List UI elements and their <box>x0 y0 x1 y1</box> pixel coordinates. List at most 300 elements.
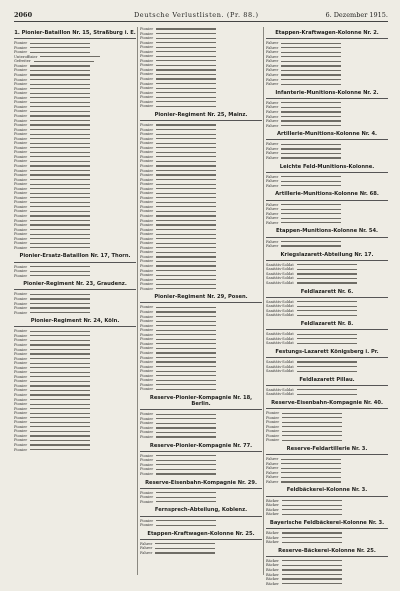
casualty-entry: Fahrer <box>266 82 388 87</box>
column-divider <box>263 27 264 575</box>
section-rule <box>266 98 388 99</box>
casualty-entry: Pionier <box>14 334 136 339</box>
casualty-entry: Fahrer <box>266 184 388 189</box>
text-column-3 <box>266 27 388 586</box>
casualty-entry: Pionier <box>14 274 136 279</box>
casualty-entry: Pionier <box>266 416 388 421</box>
section-rule <box>266 454 388 455</box>
unit-heading: Reserve-Pionier-Kompagnie Nr. 18, Berlin. <box>149 394 253 408</box>
casualty-entry: Pionier <box>140 458 262 463</box>
casualty-entry: Fahrer <box>266 151 388 156</box>
casualty-entry: Pionier <box>140 435 262 440</box>
casualty-entry: Fahrer <box>266 59 388 64</box>
casualty-entry: Pionier <box>14 137 136 142</box>
casualty-entry: Pionier <box>14 407 136 412</box>
casualty-entry: Pionier <box>140 454 262 459</box>
unit-heading: Pionier-Regiment Nr. 29, Posen. <box>154 294 248 301</box>
casualty-entry: Sanitäts-Soldat <box>266 276 388 281</box>
unit-heading: Fernsprech-Abteilung, Koblenz. <box>154 507 248 514</box>
casualty-entry: Sanitäts-Soldat <box>266 309 388 314</box>
section-rule <box>140 409 262 410</box>
section-rule <box>266 297 388 298</box>
casualty-entry: Pionier <box>14 438 136 443</box>
unit-section <box>140 27 262 109</box>
casualty-entry: Pionier <box>140 68 262 73</box>
casualty-entry: Sanitäts-Soldat <box>266 337 388 342</box>
section-rule <box>140 451 262 452</box>
unit-heading: Artillerie-Munitions-Kolonne Nr. 4. <box>276 131 378 138</box>
casualty-entry: Pionier <box>140 173 262 178</box>
casualty-entry: Pionier <box>140 128 262 133</box>
casualty-entry: Pionier <box>14 237 136 242</box>
casualty-entry: Sanitäts-Soldat <box>266 360 388 365</box>
casualty-entry: Pionier <box>14 132 136 137</box>
unit-section <box>140 531 262 556</box>
section-rule <box>266 260 388 261</box>
casualty-entry: Pionier <box>140 237 262 242</box>
casualty-entry: Pionier <box>14 219 136 224</box>
casualty-entry: Pionier <box>140 412 262 417</box>
casualty-entry: Pionier <box>14 223 136 228</box>
casualty-entry: Pionier <box>140 155 262 160</box>
section-rule <box>266 237 388 238</box>
casualty-entry: Pionier <box>14 41 136 46</box>
casualty-entry: Fahrer <box>266 147 388 152</box>
casualty-entry: Fahrer <box>266 68 388 73</box>
casualty-entry: Pionier <box>14 114 136 119</box>
unit-heading: Bayerische Feldbäckerei-Kolonne Nr. 3. <box>269 519 385 526</box>
casualty-entry: Pionier <box>140 214 262 219</box>
casualty-entry: Pionier <box>14 232 136 237</box>
section-rule <box>266 200 388 201</box>
casualty-entry: Pionier <box>14 384 136 389</box>
section-rule <box>140 488 262 489</box>
casualty-entry: Pionier <box>14 82 136 87</box>
casualty-entry: Pionier <box>140 223 262 228</box>
unit-heading: Etappen-Munitions-Kolonne Nr. 54. <box>275 228 379 235</box>
casualty-entry: Pionier <box>14 306 136 311</box>
section-rule <box>266 329 388 330</box>
unit-section <box>266 131 388 160</box>
casualty-entry: Pionier <box>14 379 136 384</box>
casualty-entry: Fahrer <box>266 179 388 184</box>
casualty-entry: Pionier <box>140 45 262 50</box>
casualty-entry: Pionier <box>140 328 262 333</box>
casualty-entry: Pionier <box>140 365 262 370</box>
casualty-entry: Pionier <box>140 273 262 278</box>
casualty-entry: Pionier <box>140 369 262 374</box>
casualty-entry: Fahrer <box>266 156 388 161</box>
casualty-entry: Pionier <box>140 269 262 274</box>
casualty-entry: Pionier <box>140 241 262 246</box>
unit-section <box>140 112 262 291</box>
casualty-entry: Bäcker <box>266 512 388 517</box>
unit-heading: Feldlazarett Nr. 8. <box>300 320 354 327</box>
casualty-entry: Pionier <box>140 246 262 251</box>
casualty-entry: Fahrer <box>266 471 388 476</box>
casualty-entry: Pionier <box>14 228 136 233</box>
unit-section <box>266 289 388 318</box>
casualty-entry: Sanitäts-Soldat <box>266 365 388 370</box>
casualty-entry: Pionier <box>140 346 262 351</box>
casualty-entry: Sanitäts-Soldat <box>266 369 388 374</box>
casualty-entry: Pionier <box>14 173 136 178</box>
casualty-entry: Pionier <box>140 95 262 100</box>
unit-section <box>266 90 388 128</box>
casualty-entry: Bäcker <box>266 536 388 541</box>
casualty-entry: Pionier <box>14 246 136 251</box>
casualty-entry: Fahrer <box>266 466 388 471</box>
section-rule <box>266 357 388 358</box>
casualty-entry: Pionier <box>14 78 136 83</box>
casualty-entry: Fahrer <box>266 101 388 106</box>
casualty-entry: Pionier <box>14 123 136 128</box>
casualty-entry: Bäcker <box>266 559 388 564</box>
casualty-entry: Pionier <box>140 333 262 338</box>
casualty-entry: Pionier <box>140 383 262 388</box>
unit-heading: Pionier-Ersatz-Bataillon Nr. 17, Thorn. <box>19 253 131 260</box>
casualty-entry: Fahrer <box>266 480 388 485</box>
casualty-entry: Pionier <box>140 132 262 137</box>
unit-section <box>14 30 136 250</box>
casualty-entry: Pionier <box>140 36 262 41</box>
unit-heading: Pionier-Regiment Nr. 24, Köln. <box>30 318 120 325</box>
unit-section <box>266 252 388 286</box>
casualty-entry: Sanitäts-Soldat <box>266 300 388 305</box>
section-rule <box>266 38 388 39</box>
section-rule <box>140 516 262 517</box>
casualty-entry: Pionier <box>14 352 136 357</box>
section-rule <box>140 302 262 303</box>
unit-heading: Leichte Feld-Munitions-Kolonne. <box>279 163 375 170</box>
section-rule <box>266 528 388 529</box>
casualty-entry: Pionier <box>140 200 262 205</box>
casualty-entry: Pionier <box>14 429 136 434</box>
casualty-entry: Pionier <box>140 137 262 142</box>
casualty-entry: Pionier <box>14 182 136 187</box>
unit-section <box>140 443 262 477</box>
casualty-entry: Pionier <box>14 91 136 96</box>
casualty-entry: Bäcker <box>266 563 388 568</box>
casualty-entry: Sanitäts-Soldat <box>266 341 388 346</box>
text-column-2 <box>140 27 262 575</box>
casualty-entry: Pionier <box>140 50 262 55</box>
section-rule <box>14 326 136 327</box>
section-rule <box>266 385 388 386</box>
casualty-entry: Pionier <box>14 191 136 196</box>
unit-heading: Kriegslazarett-Abteilung Nr. 17. <box>280 251 374 258</box>
casualty-entry: Pionier <box>14 338 136 343</box>
casualty-entry: Fahrer <box>266 244 388 249</box>
casualty-entry: Bäcker <box>266 531 388 536</box>
section-rule <box>140 120 262 121</box>
casualty-entry: Pionier <box>14 178 136 183</box>
casualty-entry: Pionier <box>140 356 262 361</box>
casualty-entry: Pionier <box>140 91 262 96</box>
casualty-entry: Bäcker <box>266 577 388 582</box>
casualty-entry: Pionier <box>140 463 262 468</box>
casualty-entry: Pionier <box>140 77 262 82</box>
casualty-entry: Pionier <box>140 159 262 164</box>
issue-date: 6. Dezember 1915. <box>325 11 388 19</box>
unit-heading: Reserve-Eisenbahn-Kompagnie Nr. 29. <box>145 479 257 486</box>
casualty-entry: Pionier <box>140 250 262 255</box>
casualty-entry: Pionier <box>140 63 262 68</box>
casualty-entry: Fahrer <box>266 207 388 212</box>
casualty-entry: Pionier <box>14 388 136 393</box>
unit-heading: Etappen-Kraftwagen-Kolonne Nr. 2. <box>275 30 379 36</box>
casualty-entry: Fahrer <box>266 124 388 129</box>
casualty-entry: Sanitäts-Soldat <box>266 263 388 268</box>
casualty-entry: Fahrer <box>266 115 388 120</box>
casualty-entry: Sanitäts-Soldat <box>266 332 388 337</box>
unit-section <box>140 294 262 392</box>
unit-section <box>266 164 388 189</box>
casualty-entry: Pionier <box>140 32 262 37</box>
casualty-entry: Bäcker <box>266 568 388 573</box>
unit-section <box>266 191 388 225</box>
unit-section <box>140 507 262 527</box>
casualty-entry: Pionier <box>14 96 136 101</box>
casualty-entry: Pionier <box>140 54 262 59</box>
casualty-entry: Pionier <box>14 105 136 110</box>
casualty-entry: Unteroffizier <box>14 55 136 60</box>
casualty-entry: Pionier <box>14 100 136 105</box>
casualty-entry: Pionier <box>14 169 136 174</box>
casualty-entry: Pionier <box>14 205 136 210</box>
casualty-entry: Pionier <box>140 360 262 365</box>
casualty-entry: Fahrer <box>266 203 388 208</box>
casualty-entry: Pionier <box>140 209 262 214</box>
unit-heading: Etappen-Kraftwagen-Kolonne Nr. 25. <box>147 530 255 537</box>
casualty-entry: Pionier <box>140 523 262 528</box>
casualty-entry: Fahrer <box>266 212 388 217</box>
casualty-entry: Pionier <box>14 357 136 362</box>
unit-heading: Pionier-Regiment Nr. 23, Graudenz. <box>23 281 127 288</box>
casualty-entry: Pionier <box>14 164 136 169</box>
casualty-entry: Pionier <box>140 82 262 87</box>
casualty-entry: Pionier <box>140 310 262 315</box>
casualty-entry: Pionier <box>140 337 262 342</box>
publication-title: Deutsche Verlustlisten. (Pr. 88.) <box>134 11 259 19</box>
casualty-entry: Fahrer <box>266 240 388 245</box>
casualty-entry: Pionier <box>14 73 136 78</box>
casualty-entry: Pionier <box>266 429 388 434</box>
casualty-entry: Pionier <box>266 434 388 439</box>
casualty-entry: Pionier <box>14 393 136 398</box>
casualty-entry: Pionier <box>14 119 136 124</box>
casualty-entry: Sanitäts-Soldat <box>266 313 388 318</box>
unit-heading: Reserve-Eisenbahn-Kompagnie Nr. 40. <box>271 399 383 406</box>
casualty-entry: Pionier <box>140 205 262 210</box>
casualty-entry: Pionier <box>14 214 136 219</box>
casualty-entry: Fahrer <box>266 78 388 83</box>
unit-heading: Pionier-Regiment Nr. 25, Mainz. <box>154 111 248 118</box>
casualty-entry: Pionier <box>140 417 262 422</box>
casualty-entry: Pionier <box>14 141 136 146</box>
unit-section <box>14 253 136 278</box>
casualty-entry: Gefreiter <box>14 59 136 64</box>
unit-heading: Feldlazarett Pillau. <box>299 376 355 383</box>
casualty-entry: Pionier <box>140 491 262 496</box>
casualty-entry: Pionier <box>140 351 262 356</box>
casualty-entry: Pionier <box>140 324 262 329</box>
unit-section <box>266 400 388 443</box>
casualty-entry: Pionier <box>266 425 388 430</box>
casualty-entry: Pionier <box>14 329 136 334</box>
casualty-entry: Fahrer <box>266 216 388 221</box>
casualty-entry: Pionier <box>14 150 136 155</box>
casualty-entry: Pionier <box>140 41 262 46</box>
casualty-entry: Pionier <box>14 187 136 192</box>
casualty-entry: Pionier <box>140 59 262 64</box>
casualty-entry: Pionier <box>14 50 136 55</box>
casualty-entry: Pionier <box>140 378 262 383</box>
casualty-entry: Pionier <box>140 282 262 287</box>
casualty-entry: Pionier <box>140 287 262 292</box>
casualty-entry: Fahrer <box>266 50 388 55</box>
casualty-entry: Sanitäts-Soldat <box>266 304 388 309</box>
casualty-entry: Fahrer <box>266 119 388 124</box>
casualty-entry: Pionier <box>14 343 136 348</box>
casualty-entry: Pionier <box>140 228 262 233</box>
casualty-entry: Pionier <box>140 495 262 500</box>
casualty-entry: Pionier <box>14 64 136 69</box>
casualty-entry: Pionier <box>140 178 262 183</box>
unit-section <box>266 321 388 346</box>
casualty-entry: Fahrer <box>266 110 388 115</box>
casualty-entry: Pionier <box>140 421 262 426</box>
casualty-entry: Pionier <box>140 146 262 151</box>
casualty-entry: Pionier <box>140 86 262 91</box>
casualty-entry: Pionier <box>140 164 262 169</box>
casualty-entry: Fahrer <box>266 142 388 147</box>
casualty-entry: Pionier <box>266 411 388 416</box>
section-rule <box>14 289 136 290</box>
casualty-entry: Pionier <box>14 87 136 92</box>
casualty-entry: Bäcker <box>266 540 388 545</box>
casualty-entry: Pionier <box>14 200 136 205</box>
page-header <box>14 9 388 22</box>
casualty-entry: Pionier <box>14 448 136 453</box>
casualty-entry: Pionier <box>140 500 262 505</box>
casualty-entry: Pionier <box>140 191 262 196</box>
casualty-entry: Pionier <box>140 342 262 347</box>
unit-section <box>266 228 388 248</box>
unit-heading: Feldbäckerei-Kolonne Nr. 3. <box>286 487 368 494</box>
casualty-entry: Pionier <box>140 196 262 201</box>
casualty-entry: Pionier <box>14 302 136 307</box>
casualty-entry: Pionier <box>14 420 136 425</box>
casualty-entry: Pionier <box>266 420 388 425</box>
casualty-entry: Pionier <box>14 443 136 448</box>
casualty-entry: Fahrer <box>266 73 388 78</box>
unit-section <box>266 377 388 397</box>
casualty-entry: Pionier <box>14 209 136 214</box>
casualty-entry: Sanitäts-Soldat <box>266 281 388 286</box>
casualty-entry: Pionier <box>14 348 136 353</box>
section-rule <box>14 262 136 263</box>
casualty-entry: Fahrer <box>266 475 388 480</box>
casualty-entry: Pionier <box>140 255 262 260</box>
section-rule <box>14 38 136 39</box>
casualty-entry: Pionier <box>140 150 262 155</box>
section-rule <box>140 539 262 540</box>
casualty-entry: Sanitäts-Soldat <box>266 272 388 277</box>
casualty-entry: Pionier <box>14 370 136 375</box>
casualty-entry: Bäcker <box>266 508 388 513</box>
casualty-entry: Fahrer <box>140 546 262 551</box>
text-column-1 <box>14 27 136 575</box>
section-rule <box>266 556 388 557</box>
casualty-entry: Sanitäts-Soldat <box>266 267 388 272</box>
unit-heading: Reserve-Feldartillerie Nr. 3. <box>286 445 368 452</box>
casualty-entry: Pionier <box>140 100 262 105</box>
casualty-entry: Fahrer <box>266 175 388 180</box>
casualty-entry: Fahrer <box>266 64 388 69</box>
page-number: 2060 <box>14 11 33 19</box>
casualty-entry: Pionier <box>14 402 136 407</box>
casualty-entry: Pionier <box>14 269 136 274</box>
casualty-entry: Pionier <box>140 104 262 109</box>
unit-heading: Artillerie-Munitions-Kolonne Nr. 68. <box>275 191 379 198</box>
casualty-entry: Bäcker <box>266 499 388 504</box>
unit-section <box>266 446 388 484</box>
casualty-entry: Pionier <box>140 387 262 392</box>
casualty-entry: Fahrer <box>266 105 388 110</box>
casualty-entry: Pionier <box>140 305 262 310</box>
unit-section <box>266 349 388 374</box>
casualty-entry: Pionier <box>140 123 262 128</box>
casualty-entry: Pionier <box>14 366 136 371</box>
casualty-entry: Pionier <box>14 398 136 403</box>
casualty-entry: Pionier <box>14 46 136 51</box>
casualty-entry: Pionier <box>140 467 262 472</box>
section-rule <box>266 172 388 173</box>
casualty-entry: Pionier <box>14 297 136 302</box>
casualty-entry: Pionier <box>14 128 136 133</box>
unit-section <box>266 487 388 516</box>
casualty-entry: Pionier <box>14 361 136 366</box>
casualty-entry: Pionier <box>14 416 136 421</box>
unit-heading: Festungs-Lazarett Königsberg i. Pr. <box>275 348 379 355</box>
casualty-entry: Fahrer <box>140 542 262 547</box>
casualty-entry: Bäcker <box>266 582 388 587</box>
casualty-entry: Pionier <box>266 438 388 443</box>
casualty-entry: Pionier <box>14 196 136 201</box>
casualty-entry: Pionier <box>14 265 136 270</box>
casualty-entry: Bäcker <box>266 503 388 508</box>
casualty-entry: Pionier <box>140 219 262 224</box>
unit-section <box>266 30 388 87</box>
unit-heading: Feldlazarett Nr. 6. <box>300 288 354 295</box>
casualty-entry: Pionier <box>140 426 262 431</box>
casualty-entry: Pionier <box>14 146 136 151</box>
unit-section <box>140 395 262 440</box>
casualty-entry: Fahrer <box>266 41 388 46</box>
casualty-entry: Pionier <box>140 430 262 435</box>
casualty-entry: Pionier <box>140 315 262 320</box>
unit-section <box>266 520 388 545</box>
unit-section <box>14 318 136 452</box>
casualty-entry: Pionier <box>14 311 136 316</box>
casualty-entry: Pionier <box>140 278 262 283</box>
casualty-entry: Pionier <box>14 109 136 114</box>
unit-heading: 1. Pionier-Bataillon Nr. 15, Straßburg i. E. <box>14 30 136 36</box>
casualty-entry: Fahrer <box>266 55 388 60</box>
section-rule <box>266 496 388 497</box>
casualty-entry: Fahrer <box>266 221 388 226</box>
